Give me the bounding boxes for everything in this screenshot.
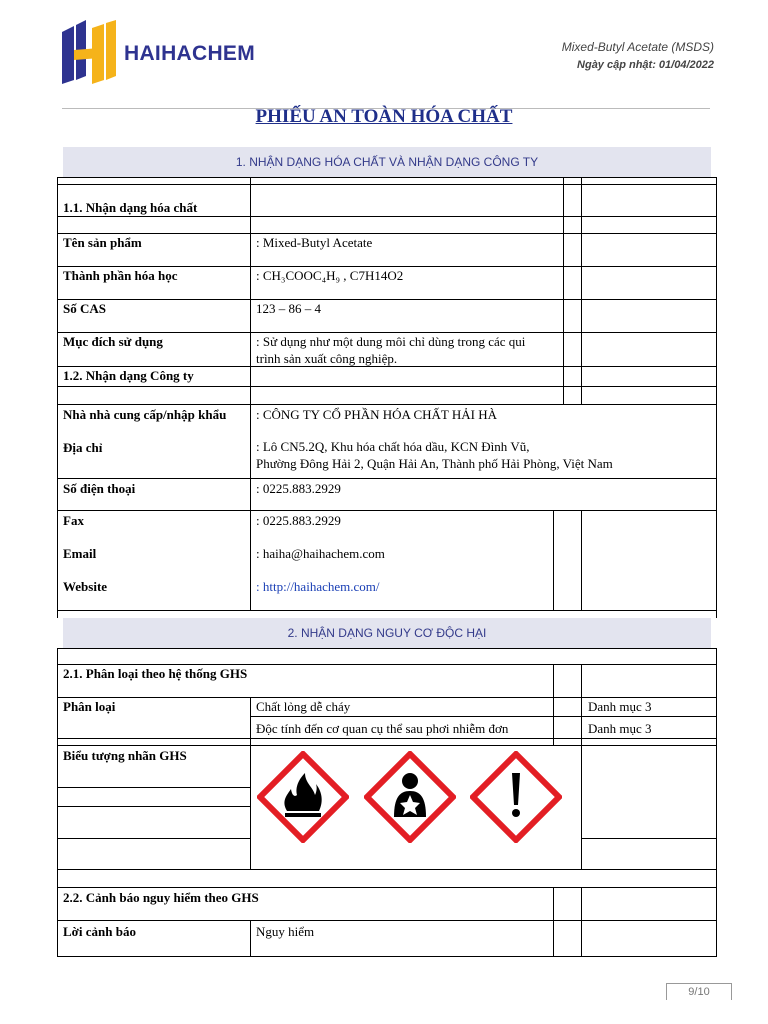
website-value	[256, 579, 379, 595]
fax-value: : 0225.883.2929	[256, 513, 341, 528]
phone-label: Số điện thoại	[63, 481, 136, 496]
fax-label: Fax	[63, 513, 84, 528]
exclamation-mark-icon	[470, 751, 562, 843]
page-number: 9/10	[688, 986, 710, 998]
product-name-value: : Mixed-Butyl Acetate	[256, 235, 373, 250]
page-title: PHIẾU AN TOÀN HÓA CHẤT	[255, 106, 513, 127]
signal-word-label: Lời cảnh báo	[63, 924, 136, 939]
chemical-formula-value: : CH₃COOC₄H₉ , C7H14O2	[256, 268, 404, 283]
classification-row-2-category: Danh mục 3	[588, 721, 652, 736]
supplier-value: : CÔNG TY CỔ PHẦN HÓA CHẤT HẢI HÀ	[256, 407, 497, 422]
intended-use-line-1: : Sử dụng như một dung môi chỉ dùng trong các qui	[256, 334, 526, 349]
update-date: Ngày cập nhật: 01/04/2022	[577, 59, 714, 71]
subsection-2-1-heading: 2.1. Phân loại theo hệ thống GHS	[63, 666, 248, 681]
company-logo	[60, 20, 120, 86]
website-label: Website	[63, 579, 108, 594]
cas-number-value: 123 – 86 – 4	[256, 301, 321, 316]
phone-value: : 0225.883.2929	[256, 481, 341, 496]
classification-row-1-category: Danh mục 3	[588, 699, 652, 714]
classification-label: Phân loại	[63, 699, 116, 714]
company-name: HAIHACHEM	[124, 42, 256, 65]
classification-row-1: Chất lỏng dễ cháy	[256, 699, 351, 714]
subsection-1-1-heading: 1.1. Nhận dạng hóa chất	[63, 200, 198, 215]
document-name: Mixed-Butyl Acetate (MSDS)	[561, 40, 714, 54]
subsection-1-2-heading: 1.2. Nhận dạng Công ty	[63, 368, 194, 383]
ghs-label: Biểu tượng nhãn GHS	[63, 748, 187, 763]
intended-use-label: Mục đích sử dụng	[63, 334, 163, 349]
signal-word-value: Nguy hiểm	[256, 924, 315, 939]
health-hazard-icon	[364, 751, 456, 843]
address-label: Địa chỉ	[63, 440, 103, 455]
page-number-tab	[666, 983, 732, 1000]
classification-row-2: Độc tính đến cơ quan cụ thể sau phơi nhiễm đơn	[256, 721, 509, 736]
address-line-2: Phường Đông Hải 2, Quận Hải An, Thành phố Hải Phòng, Việt Nam	[256, 456, 613, 471]
website-link[interactable]: http://haihachem.com/	[262, 579, 380, 594]
intended-use-line-2: trình sản xuất công nghiệp.	[256, 351, 398, 366]
email-label: Email	[63, 546, 97, 561]
section-2-heading: 2. NHẬN DẠNG NGUY CƠ ĐỘC HẠI	[63, 618, 711, 648]
subsection-2-2-heading: 2.2. Cảnh báo nguy hiểm theo GHS	[63, 890, 259, 905]
chemical-formula-label: Thành phần hóa học	[63, 268, 178, 283]
website-prefix: :	[256, 579, 263, 594]
cas-number-label: Số CAS	[63, 301, 106, 316]
email-value: : haiha@haihachem.com	[256, 546, 385, 561]
address-line-1: : Lô CN5.2Q, Khu hóa chất hóa dầu, KCN Đình Vũ,	[256, 439, 530, 454]
supplier-label: Nhà nhà cung cấp/nhập khẩu	[63, 407, 227, 422]
flame-icon	[257, 751, 349, 843]
product-name-label: Tên sản phẩm	[63, 235, 142, 250]
section-1-heading: 1. NHẬN DẠNG HÓA CHẤT VÀ NHẬN DẠNG CÔNG TY	[63, 147, 711, 177]
